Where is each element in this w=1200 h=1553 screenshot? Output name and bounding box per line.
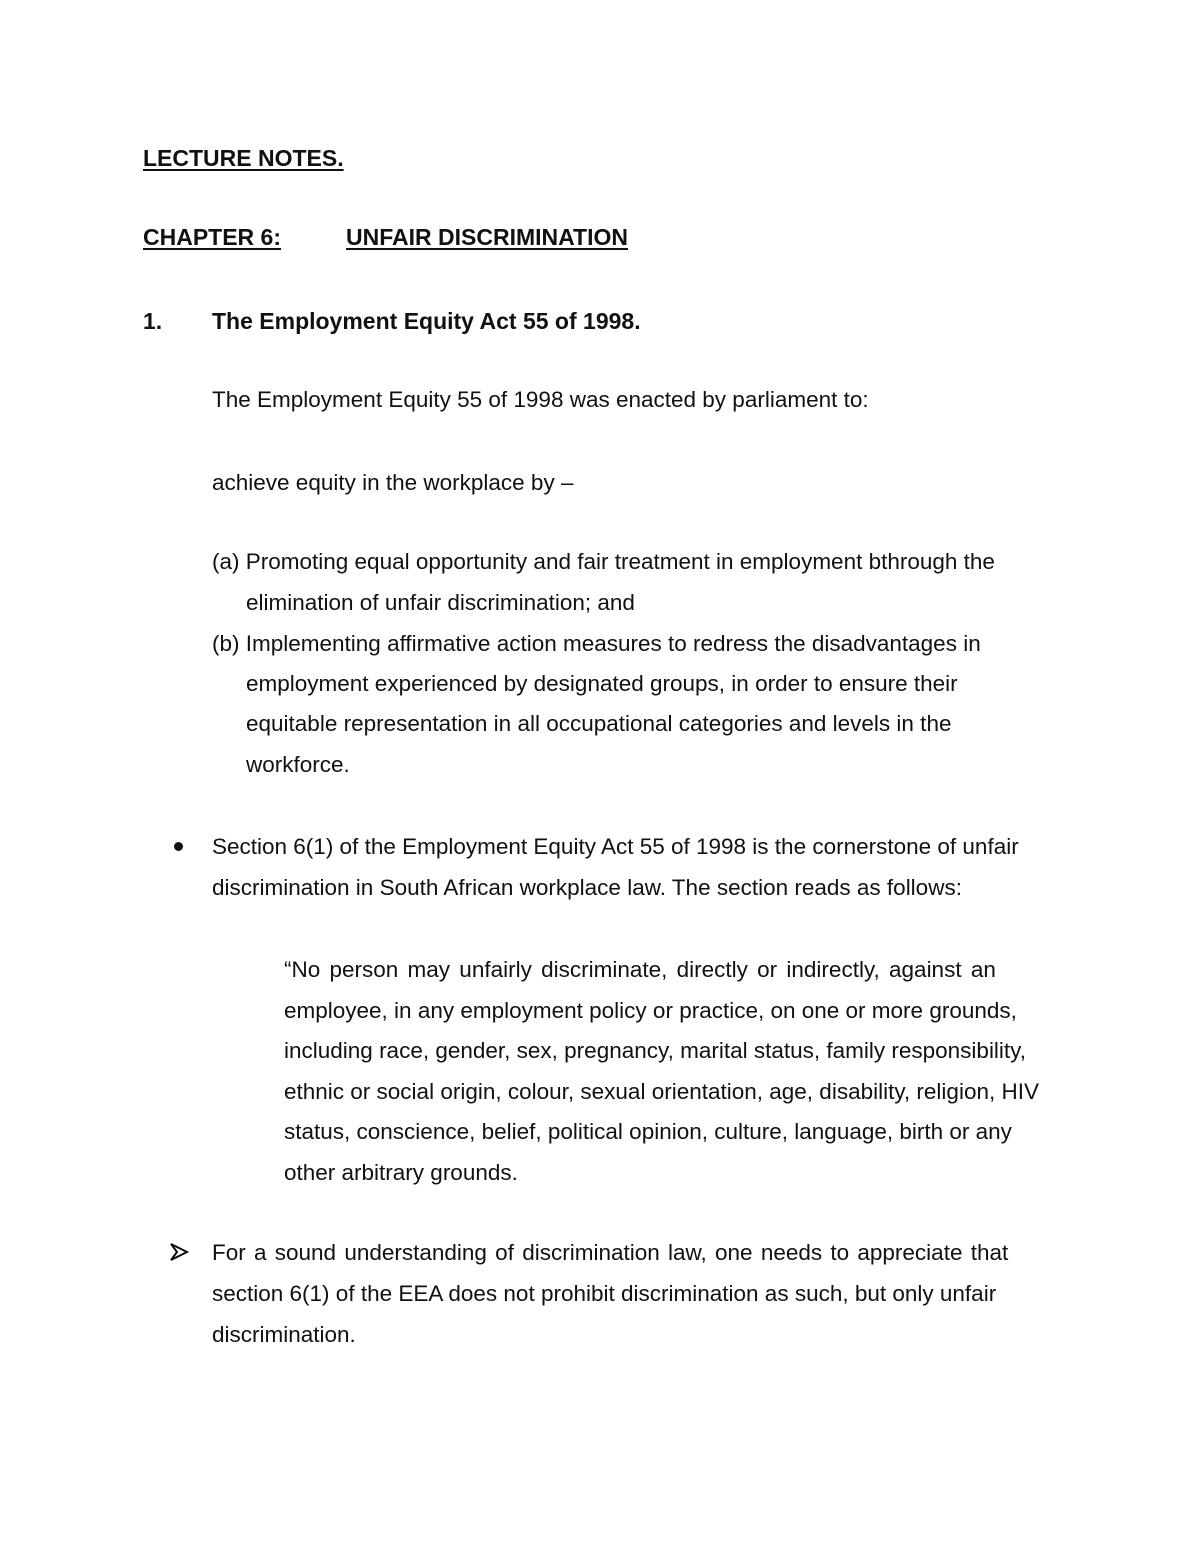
item-a-line-2: elimination of unfair discrimination; and	[246, 590, 635, 615]
section-title: The Employment Equity Act 55 of 1998.	[212, 308, 641, 334]
arrow-item-line-2: section 6(1) of the EEA does not prohibit discrimination as such, but only unfair	[212, 1281, 997, 1306]
intro-text: The Employment Equity 55 of 1998 was enacted by parliament to:	[212, 387, 869, 412]
chapter-title: UNFAIR DISCRIMINATION	[346, 224, 628, 250]
item-b-line-4: workforce.	[246, 752, 350, 777]
bullet-line-1: Section 6(1) of the Employment Equity Act 55 of 1998 is the cornerstone of unfair	[212, 834, 1019, 859]
item-b-line-2: employment experienced by designated groups, in order to ensure their	[246, 671, 958, 696]
quote-line-1: “No person may unfairly discriminate, directly or indirectly, against an	[284, 957, 996, 982]
quote-line-5: status, conscience, belief, political opinion, culture, language, birth or any	[284, 1119, 1012, 1144]
chapter-gap	[281, 222, 346, 252]
chapter-label: CHAPTER 6:	[143, 224, 282, 250]
lecture-title: LECTURE NOTES.	[143, 145, 344, 171]
item-b-line-3: equitable representation in all occupational categories and levels in the	[246, 711, 952, 736]
arrow-item-line-1: For a sound understanding of discrimination law, one needs to appreciate that	[212, 1240, 1009, 1265]
bullet-dot-icon	[174, 842, 183, 851]
quote-line-2: employee, in any employment policy or practice, on one or more grounds,	[284, 998, 1017, 1023]
item-b-line-1: (b) Implementing affirmative action measures to redress the disadvantages in	[212, 631, 981, 656]
arrow-item-line-3: discrimination.	[212, 1322, 356, 1347]
arrow-bullet-icon	[168, 1241, 190, 1263]
purpose-text: achieve equity in the workplace by –	[212, 470, 574, 495]
chapter-heading	[143, 222, 645, 252]
section-number: 1.	[143, 308, 163, 334]
quote-line-4: ethnic or social origin, colour, sexual orientation, age, disability, religion, HIV	[284, 1079, 1039, 1104]
quote-line-3: including race, gender, sex, pregnancy, marital status, family responsibility,	[284, 1038, 1027, 1063]
quote-line-6: other arbitrary grounds.	[284, 1160, 518, 1185]
bullet-line-2: discrimination in South African workplace law. The section reads as follows:	[212, 875, 962, 900]
item-a-line-1: (a) Promoting equal opportunity and fair treatment in employment bthrough the	[212, 549, 995, 574]
